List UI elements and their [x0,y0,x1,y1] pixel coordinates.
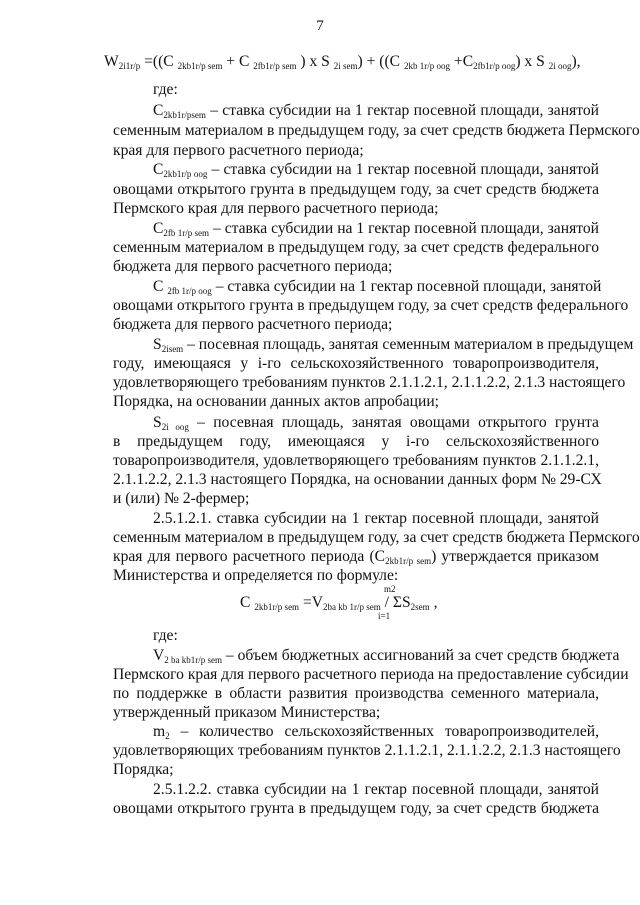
where-label-2: где: [153,627,178,644]
sum-lower-limit: i=1 [378,611,391,621]
where-label: где: [153,81,178,98]
main-formula: $W_{2i1r/p} =((C$ $_{2kb1r/p sem}$ + C $_{2fb1r/p sem}$ ) x S $_{2i sem}$) + ((C $_{2kb 1r/p oog} +C_{2fb1r/p oog}$) x S $_{2i oog}$), [104,53,581,71]
page-number: 7 [316,18,324,34]
sum-upper-limit: m2 [384,584,396,594]
